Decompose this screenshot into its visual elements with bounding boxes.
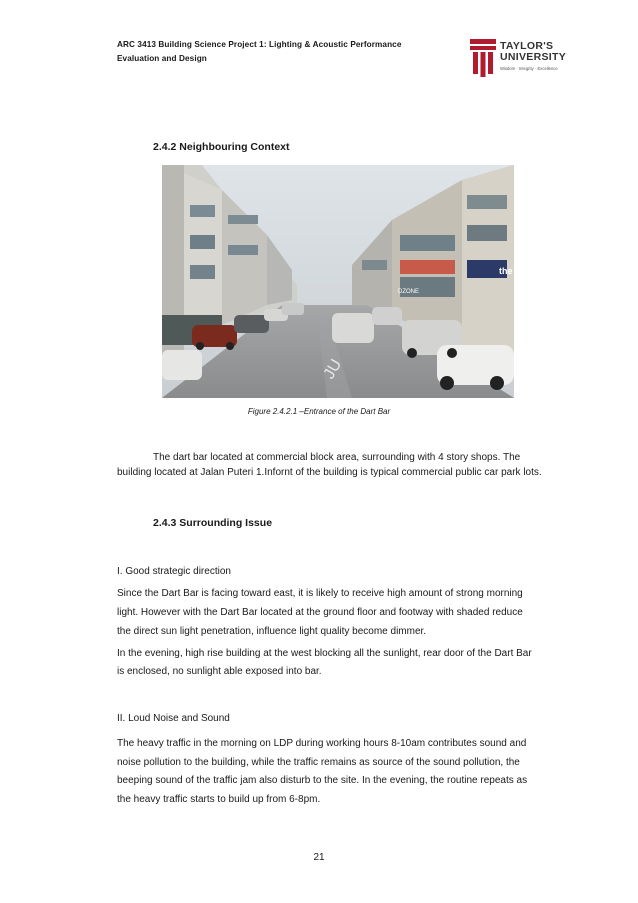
logo-name-line-2: UNIVERSITY <box>500 51 567 63</box>
issue-2-p1-line-2: noise pollution to the building, while the traffic remains as source of the sound pollution, the <box>117 757 520 768</box>
shop-sign-the: the <box>499 266 513 276</box>
shop-sign-dzone: DZONE <box>398 289 419 295</box>
document-header-line-2: Evaluation and Design <box>117 54 207 63</box>
issue-1-p1-line-1: Since the Dart Bar is facing toward east, it is likely to receive high amount of strong morning <box>117 588 523 599</box>
issue-2-p1-line-3: beeping sound of the traffic jam also disturb to the site. In the evening, the routine repeats as <box>117 775 528 786</box>
university-crest-icon <box>470 39 496 77</box>
logo-name-line-1: TAYLOR'S <box>500 40 554 52</box>
issue-2-p1-line-1: The heavy traffic in the morning on LDP during working hours 8-10am contributes sound and <box>117 738 527 749</box>
logo-tagline: Wisdom · Integrity · Excellence <box>500 66 558 71</box>
issue-1-title: I. Good strategic direction <box>117 566 231 577</box>
document-header-line-1: ARC 3413 Building Science Project 1: Lighting & Acoustic Performance <box>117 40 402 49</box>
intro-line-1: The dart bar located at commercial block area, surrounding with 4 story shops. The <box>153 452 521 463</box>
street-photo <box>162 165 514 398</box>
issue-1-p2-line-2: is enclosed, no sunlight able exposed into bar. <box>117 666 322 677</box>
issue-2-p1-line-4: the heavy traffic starts to build up from 6-8pm. <box>117 794 321 805</box>
intro-line-2: building located at Jalan Puteri 1.Infornt of the building is typical commercial public car park lots. <box>117 467 542 478</box>
university-logo <box>470 39 590 79</box>
page-number: 21 <box>313 852 325 863</box>
issue-1-p1-line-2: light. However with the Dart Bar located at the ground floor and footway with shaded reduce <box>117 607 523 618</box>
issue-1-p2-line-1: In the evening, high rise building at the west blocking all the sunlight, rear door of the Dart Bar <box>117 648 532 659</box>
issue-2-title: II. Loud Noise and Sound <box>117 713 230 724</box>
road-marking-text: JU <box>320 356 346 382</box>
section-heading-neighbouring-context: 2.4.2 Neighbouring Context <box>153 141 290 153</box>
figure-caption: Figure 2.4.2.1 –Entrance of the Dart Bar <box>247 407 391 416</box>
section-heading-surrounding-issue: 2.4.3 Surrounding Issue <box>153 517 273 529</box>
issue-1-p1-line-3: the direct sun light penetration, influence light quality become dimmer. <box>117 626 427 637</box>
